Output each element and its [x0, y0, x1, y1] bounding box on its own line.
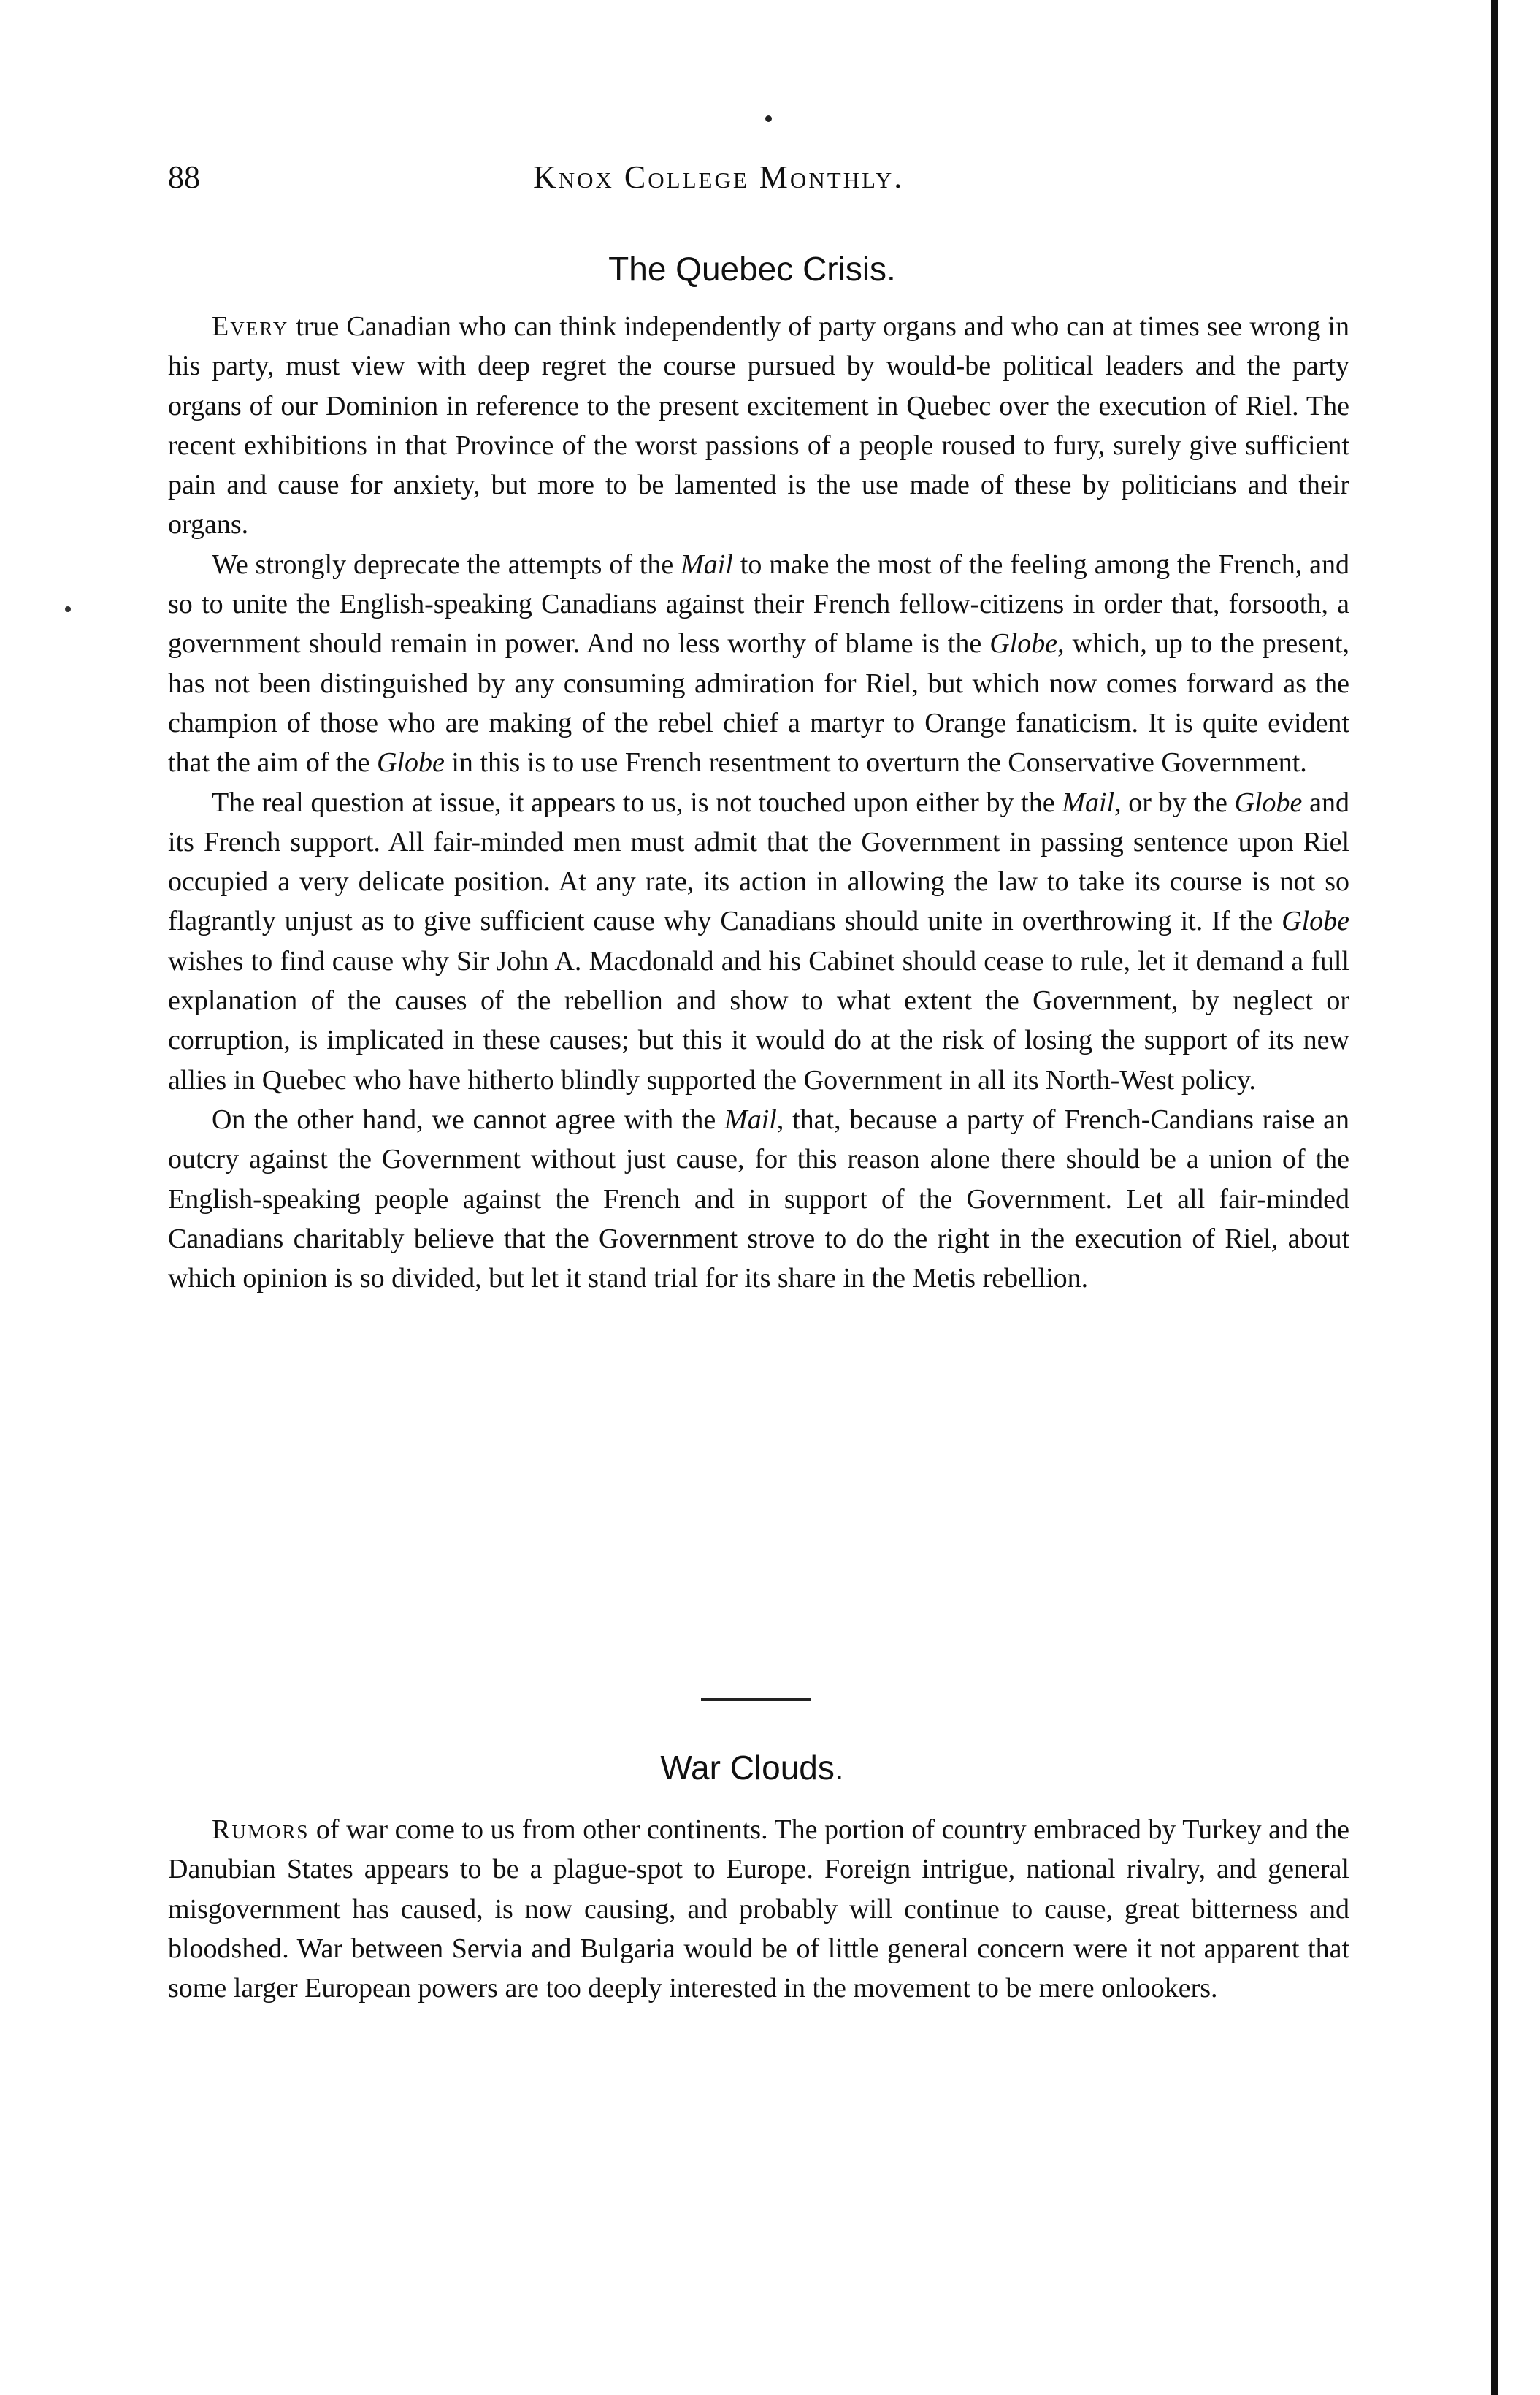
newspaper-name: Globe — [1234, 787, 1303, 818]
paragraph-text: , or by the — [1114, 787, 1235, 818]
printer-dot-mark — [765, 115, 772, 122]
paragraph-text: in this is to use French resentment to overturn the Conservative Government. — [444, 747, 1307, 779]
newspaper-name: Globe — [376, 747, 445, 779]
newspaper-name: Mail — [681, 549, 733, 580]
paragraph — [168, 1100, 1349, 1298]
section-separator — [701, 1698, 811, 1701]
article-war-clouds — [168, 1810, 1349, 2008]
journal-title: Knox College Monthly. — [533, 159, 905, 195]
paragraph — [168, 545, 1349, 783]
paragraph-text: true Canadian who can think independently of party organs and who can at times see wrong in his party, must view with deep regret the course pursued by would-be political leaders and the party organs of our Dominion in reference to the present excitement in Quebec over the execution of Riel. The recent exhibitions in that Province of the worst passions of a people roused to fury, surely give sufficient pain and cause for anxiety, but more to be lamented is the use made of these by politicians and their organs. — [168, 311, 1349, 541]
margin-mark — [65, 606, 71, 612]
running-head — [168, 156, 1336, 199]
paragraph-text: The real question at issue, it appears to us, is not touched upon either by the — [212, 787, 1062, 818]
newspaper-name: Globe — [989, 628, 1058, 660]
paragraph-text: and its French support. All fair-minded men must admit that the Government in passing sentence upon Riel occupied a very delicate position. At any rate, its action in allowing the law to take its course is not so flagrantly unjust as to give sufficient cause why Canadians should unite in overthrowing it. If the — [168, 787, 1350, 937]
newspaper-name: Mail — [1062, 787, 1115, 818]
lead-word: Every — [212, 311, 289, 342]
page-number: 88 — [168, 159, 200, 195]
section-title-quebec-crisis: The Quebec Crisis. — [608, 250, 896, 288]
paragraph-text: to make the most of the feeling among the French, and so to unite the English-speaking Canadians against their French fellow-citizens in order that, forsooth, a government should remain in power. And no less worthy of blame is the — [168, 549, 1349, 660]
paragraph — [168, 1810, 1349, 2008]
paragraph-text: On the other hand, we cannot agree with the — [212, 1104, 725, 1135]
binding-edge — [1491, 0, 1498, 2395]
paragraph-text: We strongly deprecate the attempts of the — [212, 549, 681, 580]
newspaper-name: Globe — [1282, 906, 1349, 937]
lead-word: Rumors — [212, 1814, 310, 1845]
article-quebec-crisis — [168, 307, 1349, 1298]
section-title-war-clouds: War Clouds. — [660, 1749, 844, 1787]
paragraph-text: , that, because a party of French-Candians raise an outcry against the Government without just cause, for this reason alone there should be a union of the English-speaking people against the French and in support of the Government. Let all fair-minded Canadians charitably believe that the Government strove to do the right in the execution of Riel, about which opinion is so divided, but let it stand trial for its share in the Metis rebellion. — [168, 1104, 1349, 1294]
newspaper-name: Mail — [724, 1104, 777, 1135]
paragraph — [168, 307, 1349, 545]
paragraph-text: of war come to us from other continents. The portion of country embraced by Turkey and the Danubian States appears to be a plague-spot to Europe. Foreign intrigue, national rivalry, and general misgovernment has caused, is now causing, and probably will continue to cause, great bitterness and bloodshed. War between Servia and Bulgaria would be of little general concern were it not apparent that some larger European powers are too deeply interested in the movement to be mere onlookers. — [168, 1814, 1349, 2004]
paragraph-text: wishes to find cause why Sir John A. Macdonald and his Cabinet should cease to rule, let it demand a full explanation of the causes of the rebellion and show to what extent the Government, by neglect or corruption, is implicated in these causes; but this it would do at the risk of losing the support of its new allies in Quebec who have hitherto blindly supported the Government in all its North-West policy. — [168, 945, 1349, 1096]
paragraph — [168, 783, 1349, 1100]
paragraph-text: , which, up to the present, has not been distinguished by any consuming admiration for Riel, but which now comes forward as the champion of those who are making of the rebel chief a martyr to Orange fanaticism. It is quite evident that the aim of the — [168, 628, 1349, 779]
